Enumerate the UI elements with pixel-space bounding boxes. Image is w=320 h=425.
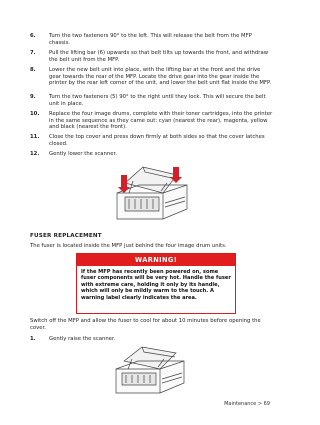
step-number: 9. [30, 94, 36, 100]
scanner-lowering-illustration [103, 163, 197, 223]
step-number: 10. [30, 111, 40, 117]
step-number: 1. [30, 336, 36, 342]
step-11 [30, 134, 274, 147]
step-10 [30, 111, 274, 131]
step-text: Pull the lifting bar (6) upwards so that belt tilts up towards the front, and withdraw the belt unit from the MFP. [49, 50, 269, 63]
scanner-raising-illustration [106, 345, 192, 397]
warning-text: If the MFP has recently been powered on, some fuser components will be very hot. Handle the fuser with extreme care, holding it only by its handle, which will only be mildly warm to the touch. A warning label clearly indicates the area. [81, 269, 231, 301]
step-number: 7. [30, 50, 36, 56]
step-8 [30, 67, 274, 87]
step-text: Gently lower the scanner. [49, 151, 117, 157]
step-number: 11. [30, 134, 40, 140]
step-number: 12. [30, 151, 40, 157]
step-number: 8. [30, 67, 36, 73]
page-footer: Maintenance > 69 [224, 401, 270, 407]
step-6 [30, 33, 274, 46]
step-9 [30, 94, 274, 107]
switch-off-text: Switch off the MFP and allow the fuser to cool for about 10 minutes before opening the cover. [30, 318, 261, 331]
fuser-intro-text: The fuser is located inside the MFP just behind the four image drum units. [30, 243, 227, 249]
fuser-step-1 [30, 336, 274, 343]
warning-title: WARNING! [77, 254, 235, 266]
step-text: Replace the four image drums, complete with their toner cartridges, into the printer in the same sequence as they came out: cyan (nearest the rear), magenta, yellow and black (nearest the front). [49, 111, 273, 131]
step-text: Lower the new belt unit into place, with the lifting bar at the front and the drive gear towards the rear of the MFP. Locate the drive gear into the gear inside the printer by the rear left corner of the unit, and lower the belt unit flat inside the MFP. [49, 67, 272, 87]
step-text: Turn the two fasteners 90° to the left. This will release the belt from the MFP chassis. [49, 33, 252, 46]
step-12 [30, 151, 274, 158]
section-heading: FUSER REPLACEMENT [30, 233, 102, 239]
step-text: Turn the two fasteners (5) 90° to the right until they lock. This will secure the belt unit in place. [49, 94, 266, 107]
step-number: 6. [30, 33, 36, 39]
step-7 [30, 50, 274, 63]
warning-box [76, 253, 236, 314]
step-text: Gently raise the scanner. [49, 336, 116, 342]
step-text: Close the top cover and press down firmly at both sides so that the cover latches closed. [49, 134, 265, 147]
